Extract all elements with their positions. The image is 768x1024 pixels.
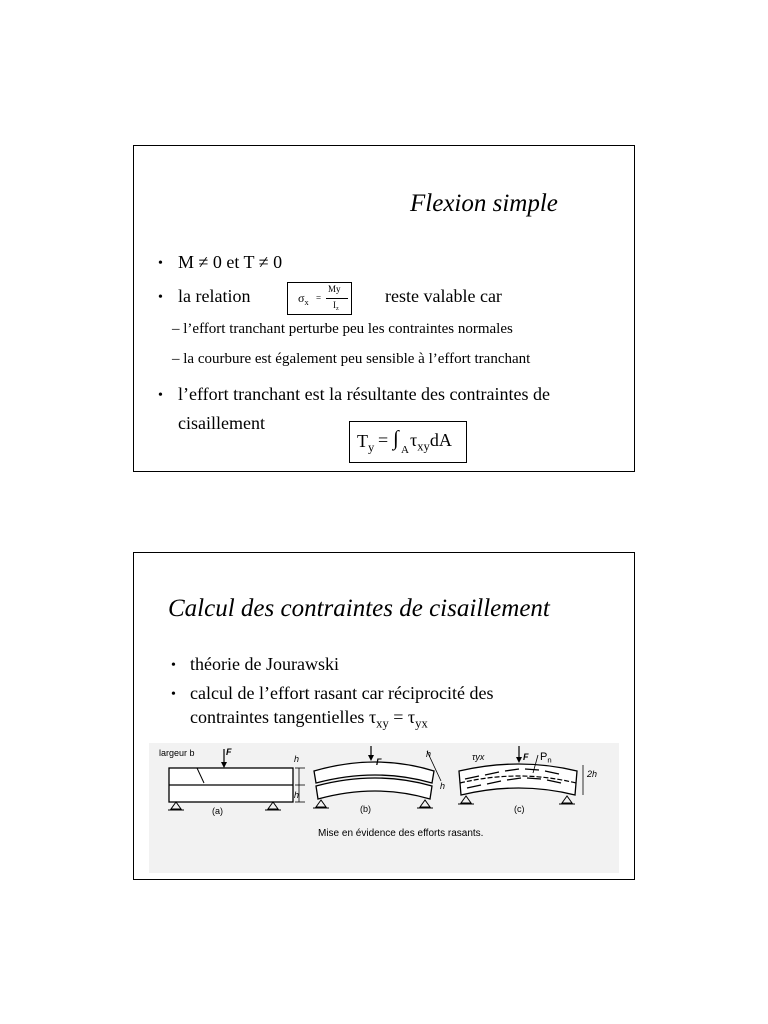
label-h-a-top: h	[294, 754, 300, 764]
label-c: (c)	[514, 804, 525, 814]
label-Pn: $P_n$	[540, 751, 552, 765]
label-a: (a)	[212, 806, 223, 816]
label-b: (b)	[360, 804, 371, 814]
bullet-effort-rasant: calcul de l’effort rasant car réciprocité des	[190, 683, 494, 703]
label-F-b: F	[376, 757, 382, 767]
bullet-effort-tranchant: l’effort tranchant est la résultante des contraintes de	[178, 384, 551, 404]
sub-bullet-courbure: – la courbure est également peu sensible à l’effort tranchant	[172, 351, 531, 367]
figure-caption: Mise en évidence des efforts rasants.	[318, 828, 484, 839]
formula-numerator: My	[328, 284, 341, 294]
label-2h: 2h	[587, 769, 598, 779]
slide-title: Calcul des contraintes de cisaillement	[168, 595, 550, 622]
label-h-a-bottom: h	[294, 790, 300, 800]
label-tau-yx: τyx	[472, 752, 485, 762]
formula-box-sigma	[287, 282, 352, 315]
bullet-dot: •	[171, 658, 176, 673]
bullet-relation-tail: reste valable car	[385, 286, 502, 306]
integral-sign: ∫	[393, 426, 399, 450]
formula-tau: $\tau_{xy}dA$	[410, 430, 452, 454]
bullet-dot: •	[171, 687, 176, 702]
label-h-b-bottom: h	[440, 781, 446, 791]
bullet-dot: •	[158, 290, 163, 305]
formula-reciprocity: $\tau_{xy} = \tau_{yx}$	[368, 707, 428, 731]
formula-sigma: $\sigma_x$	[298, 291, 309, 307]
label-F-a: F	[226, 747, 232, 757]
bullet-tangentielles: contraintes tangentielles $\tau_{xy} = \tau_{yx}$	[190, 707, 428, 731]
formula-equals: =	[316, 293, 322, 303]
formula-denominator: $I_z$	[333, 300, 339, 313]
slide-flexion-simple	[133, 145, 635, 472]
formula-equals: =	[378, 430, 389, 450]
bullet-dot: •	[158, 256, 163, 271]
label-F-c: F	[523, 752, 529, 762]
formula-Ty: $T_y$	[357, 431, 375, 455]
bullet-conditions: M ≠ 0 et T ≠ 0	[178, 252, 283, 272]
bullet-dot: •	[158, 388, 163, 403]
formula-box-shear	[349, 421, 467, 463]
bullet-relation-label: la relation	[178, 286, 251, 306]
label-largeur: largeur b	[159, 748, 195, 758]
bullet-jourawski: théorie de Jourawski	[190, 654, 339, 674]
label-h-b-top: h	[426, 749, 432, 759]
slide-title: Flexion simple	[410, 190, 558, 217]
fraction-bar	[326, 298, 348, 299]
sub-bullet-effort: – l’effort tranchant perturbe peu les contraintes normales	[172, 321, 513, 337]
slide-calcul-cisaillement	[133, 552, 635, 880]
bullet-cisaillement: cisaillement	[178, 413, 265, 433]
integral-domain: A	[401, 444, 409, 456]
